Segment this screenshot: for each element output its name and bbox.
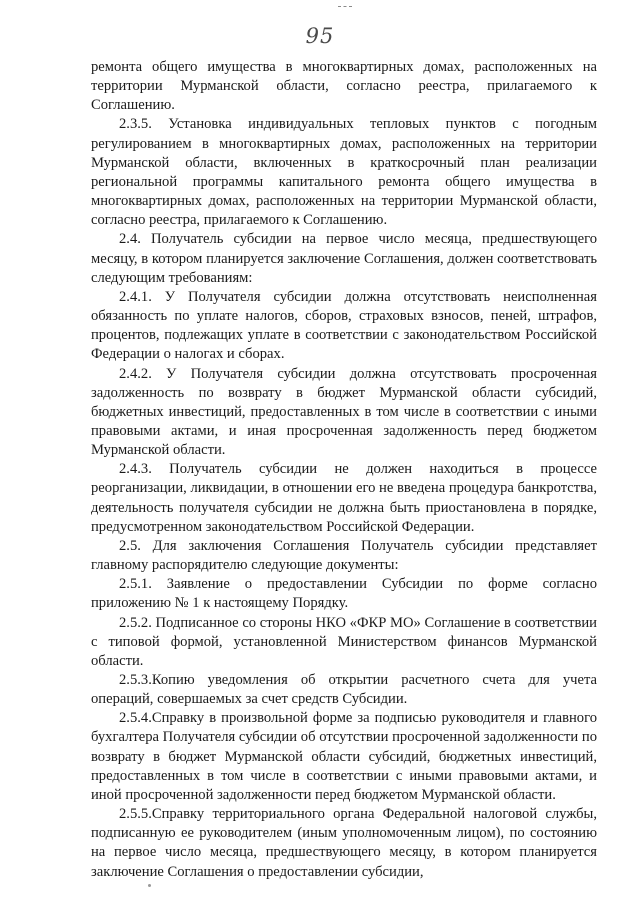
paragraph: 2.4.2. У Получателя субсидии должна отсутствовать просроченная задолженность по возврату в бюджет Мурманской области субсидий, бюджетных инвестиций, предоставленных в том числе в соответствии с иными правовыми актами, и иная просроченная задолженность перед бюджетом Мурманской области. xyxy=(91,365,597,459)
paragraph: 2.5.3.Копию уведомления об открытии расчетного счета для учета операций, совершаемых за счет средств Субсидии. xyxy=(91,672,597,708)
paragraph: 2.4. Получатель субсидии на первое число месяца, предшествующего месяцу, в котором планируется заключение Соглашения, должен соответствовать следующим требованиям: xyxy=(91,231,597,286)
paragraph: 2.4.3. Получатель субсидии не должен находиться в процессе реорганизации, ликвидации, в отношении его не введена процедура банкротства, деятельность получателя субсидии не должна быть приостановлена в порядке, предусмотренном законодательством Российской Федерации. xyxy=(91,461,597,535)
paragraph: ремонта общего имущества в многоквартирных домах, расположенных на территории Мурманской области, согласно реестра, прилагаемого к Соглашению. xyxy=(91,59,597,114)
paragraph: 2.5.4.Справку в произвольной форме за подписью руководителя и главного бухгалтера Получателя субсидии об отсутствии просроченной задолженности по возврату в бюджет Мурманской области субсидий, бюджетных инвестиций, предоставленных в том числе в соответствии с иными правовыми актами, и иной просроченной задолженности перед бюджетом Мурманской области. xyxy=(91,710,597,803)
paragraph: 2.5.1. Заявление о предоставлении Субсидии по форме согласно приложению № 1 к настоящему Порядку. xyxy=(91,576,597,612)
paragraph: 2.5.5.Справку территориального органа Федеральной налоговой службы, подписанную ее руководителем (иным уполномоченным лицом), по состоянию на первое число месяца, предшествующего месяцу, в котором планируется заключение Соглашения о предоставлении субсидии, xyxy=(91,806,597,880)
paragraph: 2.5. Для заключения Соглашения Получатель субсидии представляет главному распорядителю следующие документы: xyxy=(91,537,597,574)
scan-dot xyxy=(148,884,151,887)
paragraph: 2.5.2. Подписанное со стороны НКО «ФКР МО» Соглашение в соответствии с типовой формой, установленной Министерством финансов Мурманской области. xyxy=(91,614,597,669)
paragraph: 2.4.1. У Получателя субсидии должна отсутствовать неисполненная обязанность по уплате налогов, сборов, страховых взносов, пеней, штрафов, процентов, подлежащих уплате в соответствии с законодательством Российской Федерации о налогах и сборах. xyxy=(91,288,597,363)
paragraph: 2.3.5. Установка индивидуальных тепловых пунктов с погодным регулированием в многоквартирных домах, расположенных на территории Мурманской области, включенных в краткосрочный план реализации региональной программы капитального ремонта общего имущества в многоквартирных домах, расположенных на территории Мурманской области, согласно реестра, прилагаемого к Соглашению. xyxy=(91,116,597,229)
document-body xyxy=(91,58,597,882)
scan-mark xyxy=(338,6,352,9)
page-number: 95 xyxy=(305,24,335,48)
